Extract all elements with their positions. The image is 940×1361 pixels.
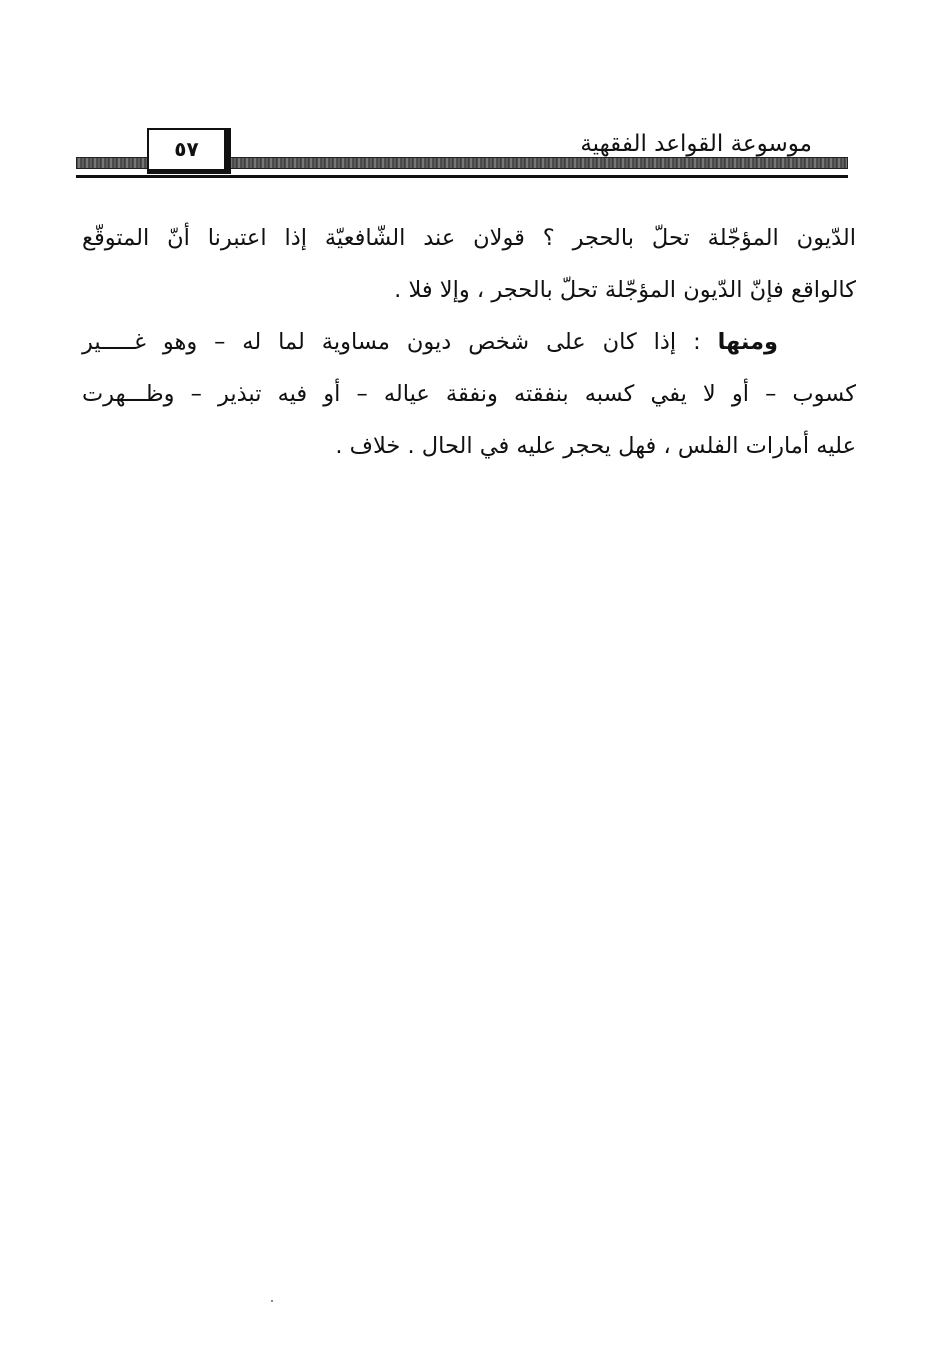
scan-speck (271, 1300, 273, 1302)
text-line (82, 316, 856, 368)
text-line: كالواقع فإنّ الدّيون المؤجّلة تحلّ بالحجر ، وإلا فلا . (394, 277, 856, 303)
lead-word: ومنها (717, 329, 778, 355)
page-number: ٥٧ (147, 128, 231, 174)
text-line: عليه أمارات الفلس ، فهل يحجر عليه في الحال . خلاف . (335, 433, 856, 459)
header-rule-thin (76, 175, 848, 178)
running-header-title: موسوعة القواعد الفقهية (580, 131, 812, 157)
text-line-rest: : إذا كان على شخص ديون مساوية لما له – وهو غـــــير (82, 329, 701, 355)
body-text (82, 212, 856, 472)
text-line: الدّيون المؤجّلة تحلّ بالحجر ؟ قولان عند الشّافعيّة إذا اعتبرنا أنّ المتوقّع (82, 225, 856, 251)
text-line: كسوب – أو لا يفي كسبه بنفقته ونفقة عياله – أو فيه تبذير – وظـــهرت (82, 381, 856, 407)
